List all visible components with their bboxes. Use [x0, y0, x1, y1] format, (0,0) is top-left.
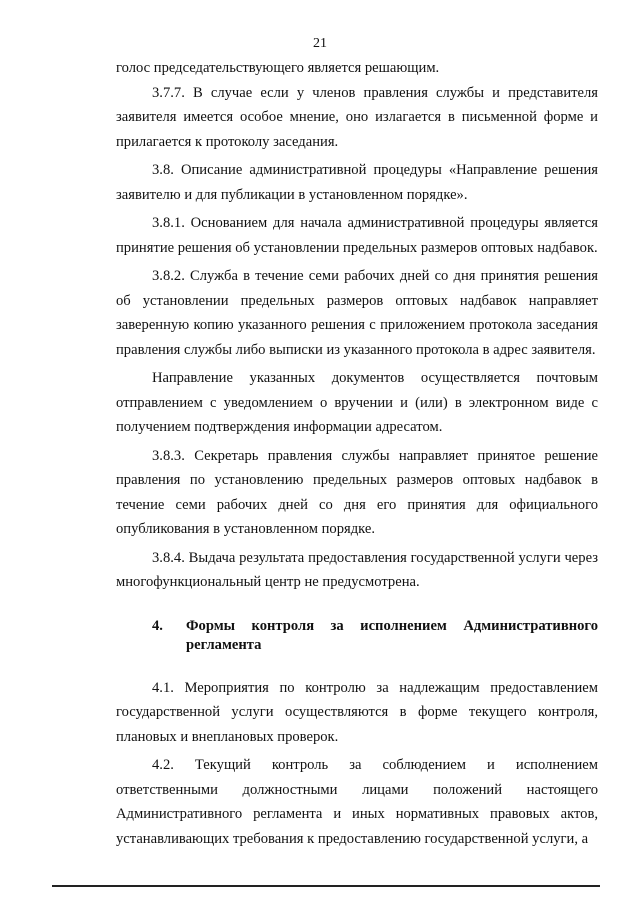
paragraph-3-8-1: 3.8.1. Основанием для начала административной процедуры является принятие решения об установлении предельных размеров оптовых надбавок.	[116, 215, 598, 256]
page-number: 21	[313, 36, 327, 51]
paragraph-3-8-2: 3.8.2. Служба в течение семи рабочих дней со дня принятия решения об установлении предельных размеров оптовых надбавок направляет заверенную копию указанного решения с приложением протокола заседания правления службы либо выписки из указанного протокола в адрес заявителя.	[116, 268, 598, 358]
paragraph-4-2: 4.2. Текущий контроль за соблюдением и исполнением ответственными должностными лицами положений настоящего Административного регламента и иных нормативных правовых актов, устанавливающих требования к предоставлению государственной услуги, а	[116, 757, 598, 847]
paragraph-3-8: 3.8. Описание административной процедуры «Направление решения заявителю и для публикации в установленном порядке».	[116, 162, 598, 203]
section-title-line-1: Формы контроля за исполнением Административного	[186, 617, 598, 634]
section-heading	[116, 617, 598, 655]
paragraph-continuation: голос председательствующего является решающим.	[116, 60, 440, 76]
document-body	[116, 56, 598, 851]
paragraph-3-8-4: 3.8.4. Выдача результата предоставления государственной услуги через многофункциональный центр не предусмотрена.	[116, 549, 598, 590]
section-title	[186, 617, 598, 655]
paragraph-4-1: 4.1. Мероприятия по контролю за надлежащим предоставлением государственной услуги осуществляются в форме текущего контроля, плановых и внеплановых проверок.	[116, 679, 598, 745]
section-number: 4.	[152, 617, 163, 634]
section-title-line-2: регламента	[186, 636, 262, 653]
paragraph-3-8-3: 3.8.3. Секретарь правления службы направляет принятое решение правления по установлению предельных размеров оптовых надбавок в течение семи рабочих дней со дня его принятия для официального опубликования в установленном порядке.	[116, 447, 598, 537]
paragraph-direction: Направление указанных документов осуществляется почтовым отправлением с уведомлением о вручении и (или) в электронном виде с получением подтверждения информации адресатом.	[116, 370, 598, 435]
paragraph-3-7-7: 3.7.7. В случае если у членов правления службы и представителя заявителя имеется особое мнение, оно излагается в письменной форме и прилагается к протоколу заседания.	[116, 84, 598, 150]
footer-divider	[52, 885, 600, 887]
